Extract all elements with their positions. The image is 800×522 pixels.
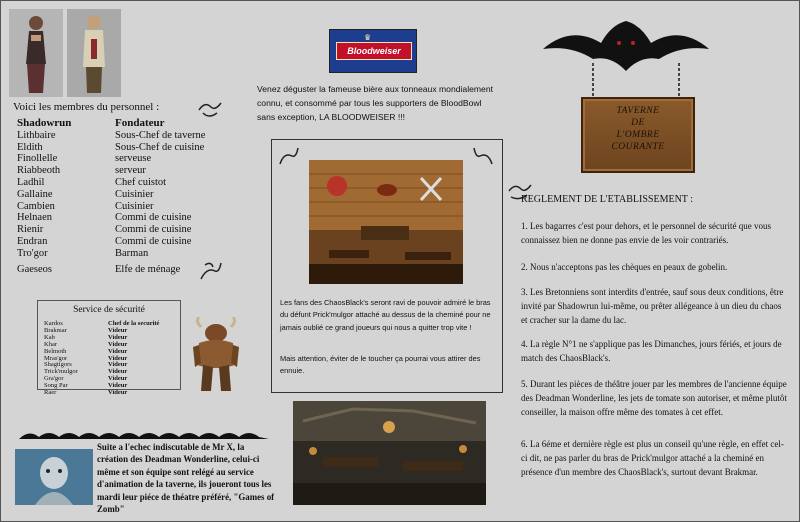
sign-board xyxy=(581,97,695,173)
staff-extra-row xyxy=(17,264,180,275)
ornament-icon xyxy=(197,257,223,283)
staff-row xyxy=(17,236,205,248)
staff-name: Cambien xyxy=(17,200,55,212)
staff-header-row xyxy=(17,118,205,130)
security-row xyxy=(44,383,159,390)
security-role: Videur xyxy=(108,347,128,355)
staff-role: Commi de cuisine xyxy=(115,212,192,224)
woman-figure-icon xyxy=(9,9,63,97)
security-role: Videur xyxy=(108,326,128,334)
security-row xyxy=(44,335,159,342)
chaos-warning-text: Mais attention, éviter de le toucher ça pourrai vous attirer des ennuie. xyxy=(280,354,481,376)
staff-name: Finollelle xyxy=(17,153,58,165)
staff-row xyxy=(17,212,205,224)
staff-name: Lithbaire xyxy=(17,129,56,141)
staff-photo-man xyxy=(67,9,121,97)
ornament-icon xyxy=(278,146,300,166)
rule-item: 1. Les bagarres c'est pour dehors, et le personnel de sécurité que vous connaissez bien ne donne pas envie de les voir contrariés. xyxy=(521,221,772,246)
staff-name: Ladhil xyxy=(17,176,45,188)
staff-row xyxy=(17,224,205,236)
security-name: Belmoth xyxy=(44,347,67,355)
security-name: Khar xyxy=(44,340,57,348)
staff-name: Riabbeoth xyxy=(17,165,61,177)
staff-role: Commi de cuisine xyxy=(115,224,192,236)
security-role: Videur xyxy=(108,361,128,369)
staff-role: Commi de cuisine xyxy=(115,235,192,247)
sign-line: DE xyxy=(631,118,645,128)
staff-header-role: Fondateur xyxy=(115,117,165,129)
flame-divider-icon xyxy=(19,429,269,439)
security-name: Shagtigors xyxy=(44,361,72,369)
security-role: Videur xyxy=(108,382,128,390)
security-name: Trick'mulgor xyxy=(44,368,78,376)
staff-name: Helnaen xyxy=(17,212,52,224)
staff-photo-woman xyxy=(9,9,63,97)
staff-row xyxy=(17,142,205,154)
security-row xyxy=(44,328,159,335)
staff-name: Rienir xyxy=(17,224,44,236)
tavern-interior-image xyxy=(293,401,486,505)
dragon-ornament-icon xyxy=(541,15,711,99)
bloodweiser-logo xyxy=(329,29,417,73)
staff-row xyxy=(17,201,205,213)
security-row xyxy=(44,390,159,397)
security-role: Videur xyxy=(108,389,128,397)
rules-title: REGLEMENT DE L'ETABLISSEMENT : xyxy=(521,194,694,205)
security-name: Brakmar xyxy=(44,326,67,334)
minotaur-icon xyxy=(189,317,243,393)
security-name: Kardos xyxy=(44,320,63,327)
staff-name: Tro'gor xyxy=(17,247,48,259)
beer-logo-label: Bloodweiser xyxy=(336,42,412,60)
mr-x-text: Suite a l'echec indiscutable de Mr X, la création des Deadman Wonderline, celui-ci même et son équipe sont relégé au service d'animation de la taverne, ils joueront tous les mardi leur piéce de théatre préféré, "Games of Zomb" xyxy=(97,442,275,515)
staff-role: Cuisinier xyxy=(115,188,154,200)
staff-name: Eldith xyxy=(17,141,43,153)
staff-row xyxy=(17,248,205,260)
chaos-text: Les fans des ChaosBlack's seront ravi de pouvoir admiré le bras du défunt Prick'mulgor attaché au dessus de la cheminé pour ne jamais oublié ce grand joueurs qui nous a quitter trop vite ! xyxy=(280,298,491,332)
staff-name: Gaeseos xyxy=(17,264,52,275)
beer-promo-text: Venez déguster la fameuse bière aux tonneaux mondialement connu, et consommé par tous les supporters de BloodBowl sans exception, LA BLOODWEISER !!! xyxy=(257,84,494,122)
security-role: Chef de la securité xyxy=(108,320,160,327)
sign-line: L'OMBRE xyxy=(616,130,660,140)
staff-role: serveur xyxy=(115,165,146,177)
staff-intro: Voici les membres du personnel : xyxy=(13,101,160,113)
staff-row xyxy=(17,165,205,177)
staff-role: Chef cuistot xyxy=(115,176,167,188)
staff-row xyxy=(17,153,205,165)
tavern-sign xyxy=(541,15,711,175)
staff-table xyxy=(17,118,205,260)
staff-row xyxy=(17,177,205,189)
security-role: Videur xyxy=(108,354,128,362)
sign-line: TAVERNE xyxy=(616,106,660,116)
man-figure-icon xyxy=(67,9,121,97)
security-box xyxy=(37,300,181,397)
staff-role: Elfe de ménage xyxy=(115,264,181,275)
staff-role: Barman xyxy=(115,247,149,259)
staff-name: Endran xyxy=(17,235,48,247)
security-name: Kab xyxy=(44,333,55,341)
security-role: Videur xyxy=(108,333,128,341)
security-role: Videur xyxy=(108,340,128,348)
rule-item: 2. Nous n'acceptons pas les chèques en peaux de gobelin. xyxy=(521,262,728,272)
staff-role: Sous-Chef de taverne xyxy=(115,129,206,141)
sign-line: COURANTE xyxy=(611,142,665,152)
crown-icon: ♛ xyxy=(364,33,372,42)
chaos-box xyxy=(271,139,503,393)
rule-item: 6. La 6éme et dernière règle est plus un conseil qu'une règle, en effet cel-ci dit, ne pas parler du bras de Prick'mulgor attaché a la cheminé en présence d'un membre des ChaosBlack's, surtout devant Brakmar. xyxy=(521,439,784,478)
rule-item: 4. La règle N°1 ne s'applique pas les Dimanches, jours fériés, et jours de match des ChaosBlack's. xyxy=(521,339,782,364)
security-role: Videur xyxy=(108,375,128,383)
security-title: Service de sécurité xyxy=(73,305,145,315)
staff-role: serveuse xyxy=(115,153,152,165)
sign-text xyxy=(583,105,693,153)
mr-x-portrait xyxy=(15,449,93,505)
staff-header-name: Shadowrun xyxy=(17,117,72,129)
ornament-icon xyxy=(472,146,494,166)
rule-item: 5. Durant les pièces de théâtre jouer par les membres de l'ancienne équipe des Deadman Wonderline, les jets de tomate son autoriser, et même plutôt conseiller, la maison offre même des tomates à cet effet. xyxy=(521,379,787,418)
staff-row xyxy=(17,130,205,142)
staff-photos xyxy=(9,9,121,97)
security-name: Gra'gor xyxy=(44,375,64,383)
security-table xyxy=(44,321,159,397)
security-role: Videur xyxy=(108,368,128,376)
security-name: Raer xyxy=(44,389,57,397)
security-name: Mras'gor xyxy=(44,354,68,362)
rule-item: 3. Les Bretonniens sont interdits d'entrée, sauf sous deux conditions, être invité par Shadowrun lui-même, ou prêter allégeance à un dieu du chaos et cracher sur la dame du lac. xyxy=(521,287,784,326)
staff-role: Sous-Chef de cuisine xyxy=(115,141,205,153)
staff-role: Cuisinier xyxy=(115,200,154,212)
security-name: Song Par xyxy=(44,382,68,390)
staff-row xyxy=(17,189,205,201)
staff-name: Gallaine xyxy=(17,188,53,200)
tavern-hall-image xyxy=(309,160,463,284)
